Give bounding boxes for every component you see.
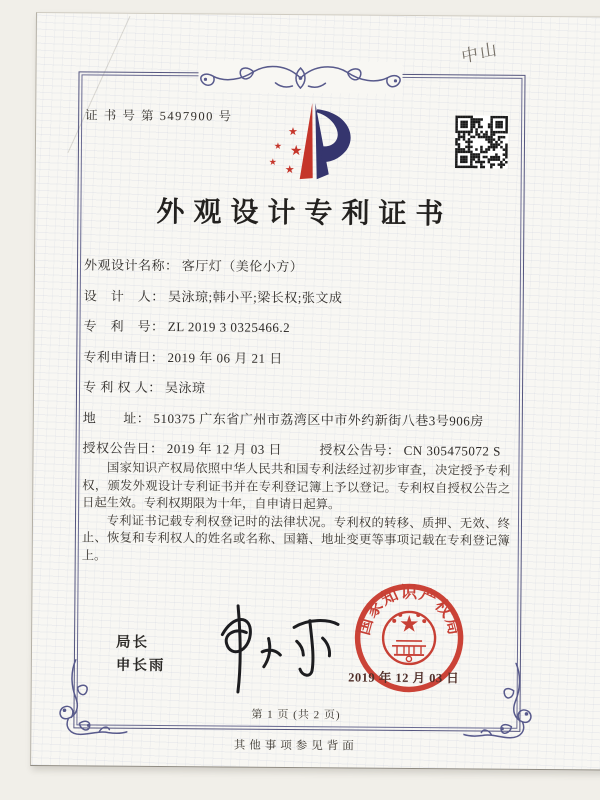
field-label: 专 利 权 人： bbox=[82, 379, 162, 395]
page-number: 第 1 页 (共 2 页) bbox=[251, 708, 341, 722]
field-label: 专利申请日： bbox=[83, 348, 165, 365]
seal-text: 国家知识产权局 bbox=[353, 582, 465, 638]
border-ornament-top-icon bbox=[180, 58, 420, 96]
qr-code bbox=[455, 115, 508, 168]
field-value: 客厅灯（美伦小方） bbox=[181, 258, 304, 275]
field-patentee bbox=[83, 378, 513, 399]
legal-paragraph: 国家知识产权局依照中华人民共和国专利法经过初步审查，决定授予专利权，颁发外观设计专利证书并在专利登记簿上予以登记。专利权自授权公告之日起生效。专利权期限为十年，自申请日起算。 bbox=[82, 460, 511, 512]
commissioner-block bbox=[116, 632, 166, 678]
certificate-paper bbox=[30, 12, 600, 770]
field-label: 地 址： bbox=[82, 409, 151, 426]
field-value: 吴泳琼;韩小平;梁长权;张文成 bbox=[167, 288, 343, 305]
commissioner-name: 申长雨 bbox=[115, 657, 166, 675]
field-label: 授权公告日： bbox=[82, 440, 164, 457]
national-emblem-icon bbox=[383, 612, 435, 664]
field-grant-row bbox=[83, 439, 513, 460]
field-value: 2019 年 06 月 21 日 bbox=[167, 349, 283, 366]
star-icon: ★ bbox=[268, 157, 277, 168]
field-label: 专 利 号： bbox=[83, 318, 165, 335]
back-side-note: 其他事项参见背面 bbox=[233, 739, 358, 753]
cnipa-logo-icon bbox=[264, 99, 360, 188]
legal-text bbox=[82, 459, 511, 568]
field-label: 设 计 人： bbox=[83, 287, 165, 304]
svg-text:国家知识产权局 bbox=[354, 582, 465, 637]
star-icon: ★ bbox=[284, 162, 295, 177]
field-value: 2019 年 12 月 03 日 bbox=[166, 441, 283, 457]
official-seal bbox=[333, 564, 484, 715]
star-icon: ★ bbox=[289, 142, 303, 160]
field-value: 吴泳琼 bbox=[165, 380, 206, 396]
field-address bbox=[83, 409, 513, 430]
certificate-number: 证 书 号 第 5497900 号 bbox=[85, 108, 233, 124]
handwritten-mark: 中山 bbox=[460, 39, 500, 67]
star-icon: ★ bbox=[288, 124, 298, 139]
star-icon: ★ bbox=[273, 141, 283, 152]
field-value: 510375 广东省广州市荔湾区中市外约新街八巷3号906房 bbox=[153, 410, 484, 429]
commissioner-title: 局长 bbox=[115, 634, 150, 651]
field-list bbox=[83, 256, 515, 460]
field-label: 授权公告号： bbox=[319, 442, 401, 458]
field-designers bbox=[84, 287, 514, 308]
field-design-name bbox=[84, 256, 514, 277]
field-value: CN 305475072 S bbox=[403, 442, 501, 459]
legal-paragraph: 专利证书记载专利权登记时的法律状况。专利权的转移、质押、无效、终止、恢复和专利权人的姓名或名称、国籍、地址变更等事项记载在专利登记簿上。 bbox=[81, 513, 511, 563]
field-value: ZL 2019 3 0325466.2 bbox=[167, 319, 291, 336]
field-label: 外观设计名称： bbox=[83, 257, 179, 274]
field-application-date bbox=[83, 348, 513, 369]
field-patent-number bbox=[83, 317, 513, 338]
certificate-title: 外观设计专利证书 bbox=[156, 196, 453, 231]
seal-date: 2019 年 12 月 03 日 bbox=[348, 670, 460, 686]
